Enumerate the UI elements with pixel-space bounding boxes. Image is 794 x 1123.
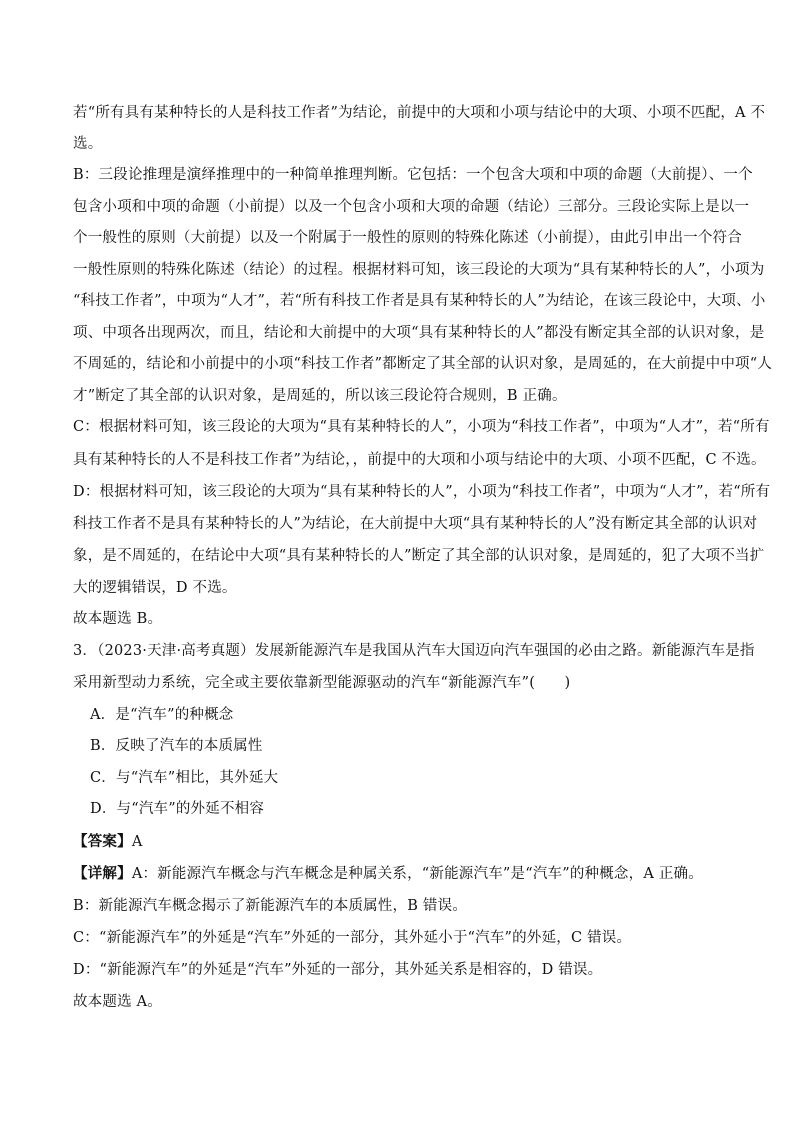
analysis-line <box>73 863 733 885</box>
text-line: 选。 <box>73 136 103 152</box>
text-line: 具有某种特长的人不是科技工作者”为结论，，前提中的大项和小项与结论中的大项、小项不匹配，C 不选。 <box>73 452 766 468</box>
text-line: 一般性原则的特殊化陈述（结论）的过程。根据材料可知，该三段论的大项为“具有某种特长的人”，小项为 <box>73 262 765 278</box>
answer-tag: 【答案】 <box>73 833 132 850</box>
text-line: B：三段论推理是演绎推理中的一种简单推理判断。它包括：一个包含大项和中项的命题（大前提）、一个 <box>73 167 753 183</box>
analysis-line: B：新能源汽车概念揭示了新能源汽车的本质属性，B 错误。 <box>73 898 468 914</box>
text-line: 象，是不周延的，在结论中大项“具有某种特长的人”断定了其全部的认识对象，是周延的，犯了大项不当扩 <box>73 548 765 564</box>
analysis-tag: 【详解】 <box>73 865 132 882</box>
text-line: 故本题选 B。 <box>73 611 163 627</box>
text-line: “科技工作者”，中项为“人才”，若“所有科技工作者是具有某种特长的人”为结论，在该三段论中，大项、小 <box>73 293 766 309</box>
text-line: 若“所有具有某种特长的人是科技工作者”为结论，前提中的大项和小项与结论中的大项、小项不匹配，A 不 <box>73 105 766 121</box>
text-line: D：根据材料可知，该三段论的大项为“具有某种特长的人”，小项为“科技工作者”，中项为“人才”，若“所有 <box>73 484 771 500</box>
text-line: 不周延的，结论和小前提中的小项“科技工作者”都断定了其全部的认识对象，是周延的，在大前提中中项“人 <box>73 356 773 372</box>
text-line: 项、中项各出现两次，而且，结论和大前提中的大项“具有某种特长的人”都没有断定其全部的认识对象，是 <box>73 325 765 341</box>
analysis-first: A：新能源汽车概念与汽车概念是种属关系，“新能源汽车”是“汽车”的种概念，A 正确。 <box>131 866 703 882</box>
option-c: C．与“汽车”相比，其外延大 <box>90 770 279 786</box>
option-a: A．是“汽车”的种概念 <box>90 707 234 723</box>
analysis-line: D：“新能源汽车”的外延是“汽车”外延的一部分，其外延关系是相容的，D 错误。 <box>73 962 603 978</box>
text-line: 个一般性的原则（大前提）以及一个附属于一般性的原则的特殊化陈述（小前提），由此引申出一个符合 <box>73 230 742 246</box>
question-stem: 采用新型动力系统，完全或主要依靠新型能源驱动的汽车“新能源汽车”( ) <box>73 675 571 691</box>
analysis-line: C：“新能源汽车”的外延是“汽车”外延的一部分，其外延小于“汽车”的外延，C 错误。 <box>73 930 632 946</box>
text-line: 科技工作者不是具有某种特长的人”为结论，在大前提中大项“具有某种特长的人”没有断定其全部的认识对 <box>73 516 758 532</box>
option-b: B．反映了汽车的本质属性 <box>90 738 263 754</box>
analysis-line: 故本题选 A。 <box>73 994 162 1010</box>
text-line: 才”断定了其全部的认识对象，是周延的，所以该三段论符合规则，B 正确。 <box>73 388 567 404</box>
answer-line <box>73 831 733 853</box>
option-d: D．与“汽车”的外延不相容 <box>90 801 265 817</box>
answer-text: A <box>131 834 143 850</box>
question-stem: 3．（2023·天津·高考真题）发展新能源汽车是我国从汽车大国迈向汽车强国的必由之路。新能源汽车是指 <box>73 643 755 659</box>
text-line: 包含小项和中项的命题（小前提）以及一个包含小项和大项的命题（结论）三部分。三段论实际上是以一 <box>73 199 750 215</box>
text-line: 大的逻辑错误，D 不选。 <box>73 580 237 596</box>
text-line: C：根据材料可知，该三段论的大项为“具有某种特长的人”，小项为“科技工作者”，中项为“人才”，若“所有 <box>73 419 770 435</box>
